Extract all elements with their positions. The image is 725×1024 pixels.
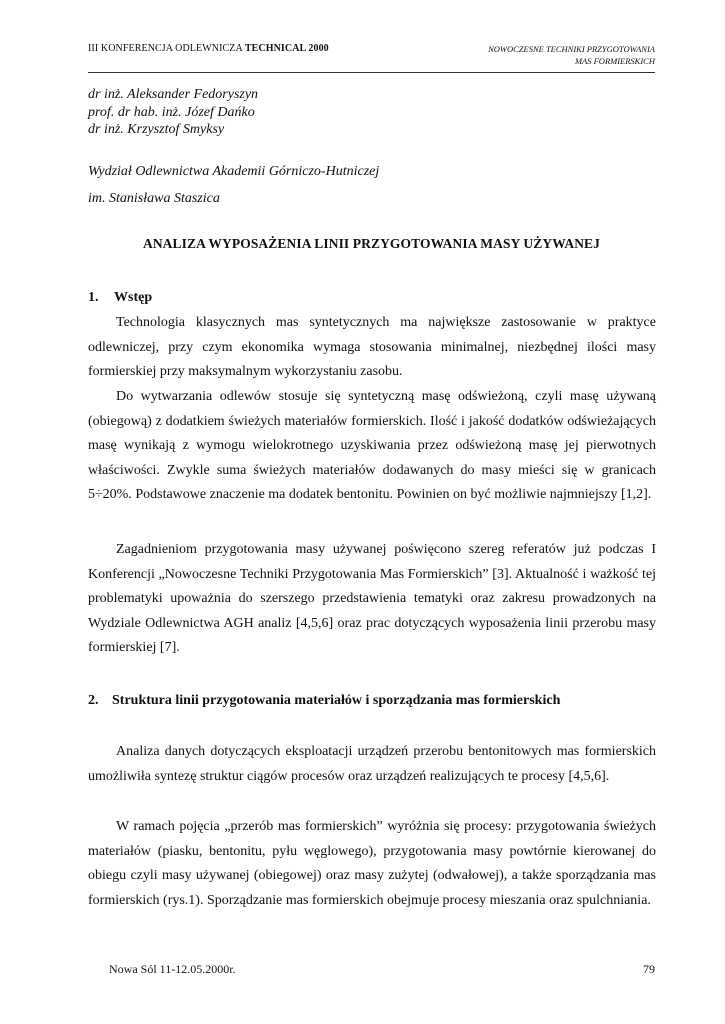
paragraph: Technologia klasycznych mas syntetycznych ma największe zastosowanie w praktyce odlewniczej, przy czym ekonomika wymaga stosowania minimalnej, niezbędnej ilości masy formierskiej przy maksymalnym wykorzystaniu zasobu. bbox=[88, 315, 656, 380]
author-name: dr inż. Aleksander Fedoryszyn bbox=[88, 87, 259, 102]
author-list bbox=[88, 86, 258, 139]
header-right-line-1: NOWOCZESNE TECHNIKI PRZYGOTOWANIA bbox=[488, 44, 655, 54]
section-title: Struktura linii przygotowania materiałów i sporządzania mas formierskich bbox=[112, 693, 561, 708]
running-header-right bbox=[395, 43, 655, 67]
paragraph: Zagadnieniom przygotowania masy używanej poświęcono szereg referatów już podczas I Konferencji „Nowoczesne Techniki Przygotowania Mas Formierskich” [3]. Aktualność i ważkość tej problematyki upoważnia do szerszego przedstawienia tematyki oraz zakresu prowadzonych na Wydziale Odlewnictwa AGH analiz [4,5,6] oraz prac dotyczących wyposażenia linii przerobu masy formierskiej [7]. bbox=[88, 542, 656, 656]
section-title: Wstęp bbox=[114, 290, 153, 305]
paper-title: ANALIZA WYPOSAŻENIA LINII PRZYGOTOWANIA MASY UŻYWANEJ bbox=[142, 236, 600, 251]
paragraph: W ramach pojęcia „przerób mas formierskich” wyróżnia się procesy: przygotowania świeżych materiałów (piasku, bentonitu, pyłu węglowego), przygotowania masy powtórnie kierowanej do obiegu czyli masy używanej (obiegowej) oraz masy zużytej (odwałowej), a także sporządzania mas formierskich (rys.1). Sporządzanie mas formierskich obejmuje procesy mieszania oraz spulchniania. bbox=[88, 819, 656, 908]
paragraph: Do wytwarzania odlewów stosuje się syntetyczną masę odświeżoną, czyli masę używaną (obiegową) z dodatkiem świeżych materiałów formierskich. Ilość i jakość dodatków odświeżających masę wynikają z wymogu wielokrotnego uzyskiwania przez odświeżoną masę jej pierwotnych właściwości. Zwykle suma świeżych materiałów dodawanych do masy mieści się w granicach 5÷20%. Podstawowe znaczenie ma dodatek bentonitu. Powinien on być możliwie najmniejszy [1,2]. bbox=[88, 389, 656, 503]
section-number: 1. bbox=[88, 290, 99, 305]
page-number: 79 bbox=[643, 962, 655, 976]
section-heading-2 bbox=[88, 693, 560, 709]
header-right-line-2: MAS FORMIERSKICH bbox=[574, 56, 655, 66]
paragraph: Analiza danych dotyczących eksploatacji urządzeń przerobu bentonitowych mas formierskich umożliwiła syntezę struktur ciągów procesów oraz urządzeń realizujących te procesy [4,5,6]. bbox=[88, 744, 656, 784]
section-heading-1 bbox=[88, 290, 152, 306]
author-name: prof. dr hab. inż. Józef Dańko bbox=[88, 104, 255, 120]
conference-name: III KONFERENCJA ODLEWNICZA bbox=[88, 43, 245, 54]
section-number: 2. bbox=[88, 693, 99, 708]
affiliation bbox=[88, 164, 379, 218]
footer-location-date: Nowa Sól 11-12.05.2000r. bbox=[109, 962, 236, 976]
affiliation-line: im. Stanisława Staszica bbox=[88, 191, 220, 206]
affiliation-line: Wydział Odlewnictwa Akademii Górniczo-Hutniczej bbox=[88, 164, 380, 179]
running-header-left bbox=[88, 43, 329, 54]
conference-edition: TECHNICAL 2000 bbox=[244, 43, 329, 54]
header-divider bbox=[88, 72, 655, 73]
author-name: dr inż. Krzysztof Smyksy bbox=[88, 122, 225, 137]
